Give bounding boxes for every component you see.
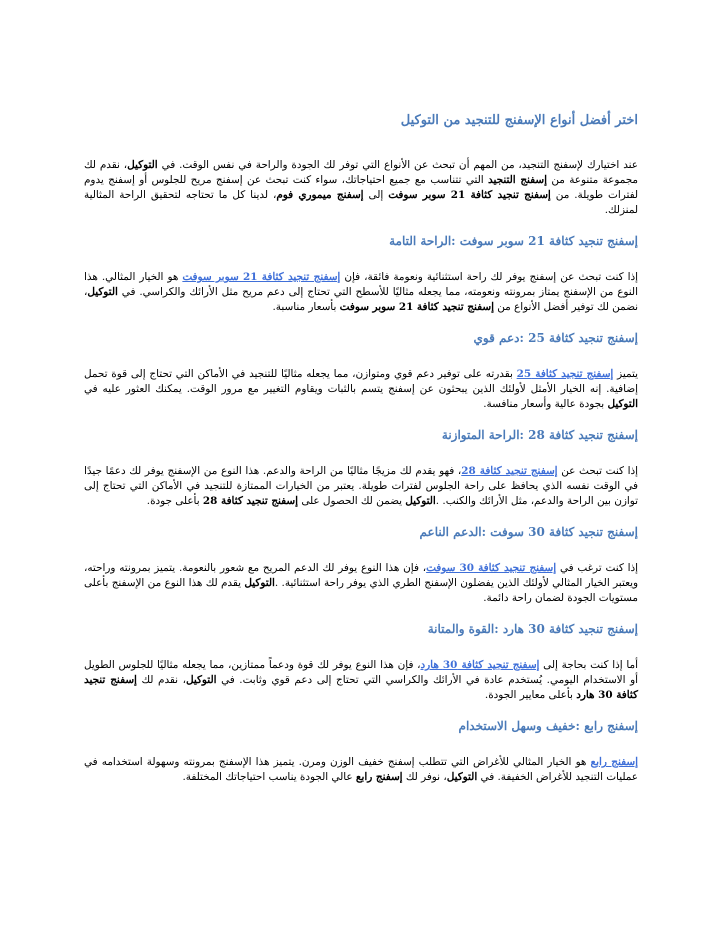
- text-run: يتميز: [613, 368, 639, 380]
- text-run: بأسعار مناسبة.: [272, 301, 340, 313]
- text-run: التي تتناسب مع جميع احتياجاتك، سواء كنت تبحث عن إسفنج مريح للجلوس أو إسفنج يدوم لفترات طويلة. من: [84, 174, 638, 201]
- bold-text: التوكيل: [446, 771, 478, 783]
- text-run: ، نوفر لك: [402, 771, 447, 783]
- bold-text: التوكيل: [244, 577, 275, 589]
- sections-container: [84, 232, 638, 785]
- bold-text: إسفنج تنجيد كثافة 21 سوبر سوفت: [339, 301, 494, 313]
- product-link[interactable]: إسفنج رابع: [590, 756, 639, 768]
- section-paragraph: [84, 755, 638, 785]
- bold-text: إسفنج رابع: [355, 771, 403, 783]
- section-paragraph: [84, 367, 638, 412]
- text-run: أما إذا كنت بحاجة إلى: [539, 659, 638, 671]
- product-link[interactable]: إسفنج تنجيد كثافة 25: [516, 368, 614, 380]
- text-run: يقدم لك هذا النوع من الإسفنج بأعلى مستويات الجودة لضمان راحة دائمة.: [84, 577, 638, 604]
- text-run: ، نضمن لك توفير أفضل الأنواع من: [84, 286, 638, 313]
- text-run: إذا كنت تبحث عن: [557, 465, 639, 477]
- bold-text: إسفنج تنجيد كثافة 30 هارد: [84, 674, 638, 701]
- bold-text: التوكيل: [405, 495, 436, 507]
- text-run: ، فإن هذا النوع يوفر لك الدعم المريح مع شعور بالنعومة. يتميز بمرونته وراحته، ويعتبر الخيار المثالي لأولئك الذين يفضلون الإسفنج الطري الذي يوفر راحة استثنائية. .: [84, 562, 638, 589]
- product-link[interactable]: إسفنج تنجيد كثافة 30 هارد: [420, 659, 540, 671]
- section-paragraph: [84, 561, 638, 606]
- text-run: إذا كنت ترغب في: [556, 562, 638, 574]
- text-run: عند اختيارك لإسفنج التنجيد، من المهم أن تبحث عن الأنواع التي توفر لك الجودة والراحة في نفس الوقت. في: [157, 159, 639, 171]
- bold-text: التوكيل: [607, 398, 638, 410]
- section-density-30-soft: [84, 523, 638, 606]
- text-run: ، لدينا كل ما تحتاجه لتحقيق الراحة المثالية لمنزلك.: [84, 189, 638, 216]
- section-super-soft-21: [84, 232, 638, 315]
- section-heading: إسفنج تنجيد كثافة 21 سوبر سوفت :الراحة التامة: [389, 234, 638, 248]
- text-run: هو الخيار المثالي للأغراض التي تتطلب إسفنج خفيف الوزن ومرن. يتميز هذا الإسفنج بمرونته وسهولة استخدامه في عمليات التنجيد للأغراض الخفيفة. في: [84, 756, 638, 783]
- text-run: ، نقدم لك: [136, 674, 186, 686]
- section-heading: إسفنج تنجيد كثافة 30 سوفت :الدعم الناعم: [419, 525, 638, 539]
- intro-paragraph: [84, 158, 638, 218]
- section-paragraph: [84, 464, 638, 509]
- bold-text: التوكيل: [127, 159, 158, 171]
- section-density-28: [84, 426, 638, 509]
- bold-text: إسفنج تنجيد كثافة 21 سوبر سوفت: [388, 189, 551, 201]
- text-run: هو الخيار المثالي. هذا النوع من الإسفنج يمتاز بمرونته ونعومته، مما يجعله مثاليًا للأسطح التي تحتاج إلى دعم مريح مثل الأرائك والكراسي. في: [84, 271, 638, 298]
- section-rabie: [84, 717, 638, 785]
- product-link[interactable]: إسفنج تنجيد كثافة 30 سوفت: [426, 562, 557, 574]
- section-paragraph: [84, 270, 638, 315]
- text-run: يضمن لك الحصول على: [298, 495, 406, 507]
- text-run: بأعلى معايير الجودة.: [484, 689, 577, 701]
- section-paragraph: [84, 658, 638, 703]
- bold-text: إسفنج تنجيد كثافة 28: [202, 495, 299, 507]
- product-link[interactable]: إسفنج تنجيد كثافة 21 سوبر سوفت: [182, 271, 341, 283]
- text-run: إذا كنت تبحث عن إسفنج يوفر لك راحة استثنائية ونعومة فائقة، فإن: [340, 271, 639, 283]
- document-title: اختر أفضل أنواع الإسفنج للتنجيد من التوكيل: [400, 113, 638, 128]
- section-density-25: [84, 329, 638, 412]
- text-run: ، فهو يقدم لك مزيجًا مثاليًا من الراحة والدعم. هذا النوع من الإسفنج يوفر لك دعمًا جيدًا في الوقت نفسه الذي يحافظ على راحة الجلوس لفترات طويلة. يعتبر من الخيارات الممتازة للتنجيد في الأماكن التي تحتاج إلى توازن بين الراحة والدعم، مثل الأرائك والكنب. .: [84, 465, 638, 507]
- section-heading: إسفنج تنجيد كثافة 25 :دعم قوي: [473, 331, 638, 345]
- text-run: بجودة عالية وأسعار منافسة.: [483, 398, 608, 410]
- bold-text: إسفنج ميموري فوم: [276, 189, 364, 201]
- bold-text: التوكيل: [185, 674, 217, 686]
- section-heading: إسفنج رابع :خفيف وسهل الاستخدام: [458, 719, 638, 733]
- text-run: ، نقدم لك مجموعة متنوعة من: [84, 159, 638, 186]
- text-run: ، فإن هذا النوع يوفر لك قوة ودعماً ممتازين، مما يجعله مثاليًا للجلوس الطويل أو الاستخدام اليومي. يُستخدم عادة في الأرائك والكراسي التي تحتاج إلى دعم قوي وثابت. في: [84, 659, 638, 686]
- section-density-30-hard: [84, 620, 638, 703]
- text-run: إلى: [363, 189, 389, 201]
- text-run: عالي الجودة يناسب احتياجاتك المختلفة.: [182, 771, 356, 783]
- section-heading: إسفنج تنجيد كثافة 30 هارد :القوة والمتانة: [427, 622, 638, 636]
- bold-text: التوكيل: [87, 286, 118, 298]
- bold-text: إسفنج التنجيد: [488, 174, 548, 186]
- text-run: بقدرته على توفير دعم قوي ومتوازن، مما يجعله مثاليًا للتنجيد في الأماكن التي تحتاج إلى قوة تحمل إضافية. إنه الخيار الأمثل لأولئك الذين يبحثون عن إسفنج يتسم بالثبات ويقاوم التغيير مع مرور الوقت. يمكنك العثور عليه في: [84, 368, 638, 395]
- text-run: بأعلى جودة.: [146, 495, 203, 507]
- section-heading: إسفنج تنجيد كثافة 28 :الراحة المتوازنة: [441, 428, 638, 442]
- product-link[interactable]: إسفنج تنجيد كثافة 28: [461, 465, 558, 477]
